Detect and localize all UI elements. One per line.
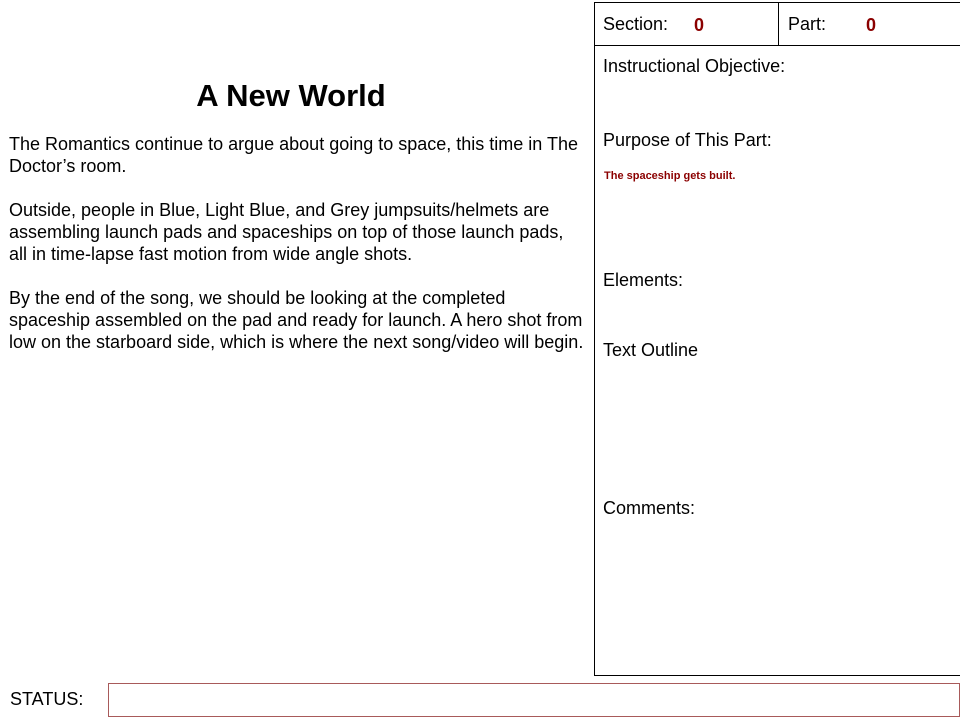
header-divider [778, 3, 779, 45]
paragraph-3: By the end of the song, we should be looking at the completed spaceship assembled on the pad and ready for launch. A hero shot from low on the starboard side, which is where the next song/video will begin. [9, 288, 584, 352]
paragraph-2: Outside, people in Blue, Light Blue, and Grey jumpsuits/helmets are assembling launch pads and spaceships on top of those launch pads, all in time-lapse fast motion from wide angle shots. [9, 200, 564, 264]
part-label: Part: [788, 14, 827, 34]
page-title: A New World [196, 78, 386, 113]
elements-label: Elements: [603, 270, 684, 290]
purpose-text: The spaceship gets built. [604, 170, 736, 182]
status-label: STATUS: [10, 689, 84, 709]
purpose-label: Purpose of This Part: [603, 130, 772, 150]
comments-label: Comments: [603, 498, 696, 518]
panel-header [595, 3, 960, 46]
text-outline-label: Text Outline [603, 340, 699, 360]
details-panel [594, 2, 960, 676]
section-label: Section: [603, 14, 669, 34]
section-value[interactable]: 0 [694, 15, 705, 35]
paragraph-1: The Romantics continue to argue about going to space, this time in The Doctor’s room. [9, 134, 579, 176]
instructional-objective-label: Instructional Objective: [603, 56, 786, 76]
status-field[interactable] [108, 683, 960, 717]
script-body [9, 133, 584, 375]
part-value[interactable]: 0 [866, 15, 877, 35]
